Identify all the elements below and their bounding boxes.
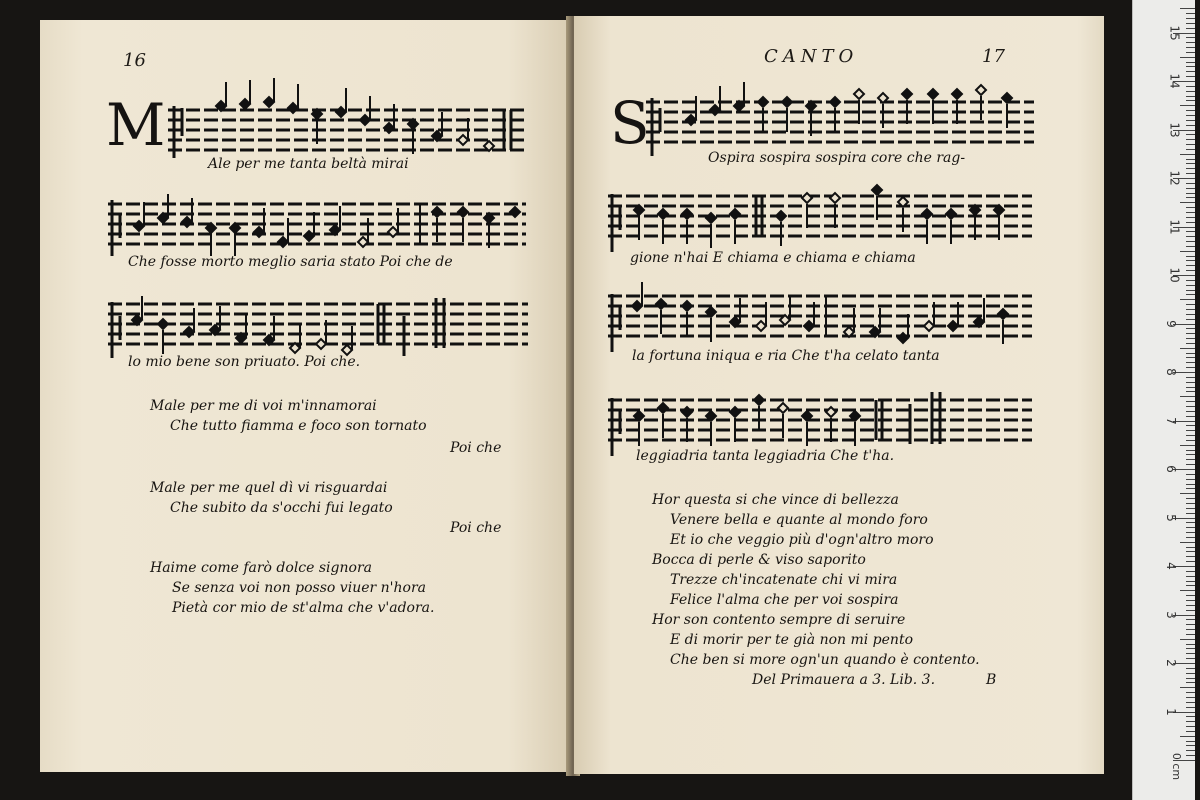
ruler-tick xyxy=(1180,396,1195,397)
ruler-tick xyxy=(1186,241,1195,242)
ruler-tick xyxy=(1186,246,1195,247)
verse-line: Trezze ch'incatenate chi vi mira xyxy=(670,572,898,588)
page-number-right: 17 xyxy=(982,46,1005,67)
ruler-unit-label: 0 cm xyxy=(1170,752,1184,781)
ruler-tick xyxy=(1180,736,1195,737)
ruler-tick xyxy=(1186,585,1195,586)
ruler-tick xyxy=(1186,280,1195,281)
signature-mark: B xyxy=(986,672,997,688)
ruler-tick xyxy=(1186,479,1195,480)
ruler-tick xyxy=(1186,120,1195,121)
lyric-line: la fortuna iniqua e ria Che t'ha celato tanta xyxy=(632,348,940,364)
ruler-tick xyxy=(1186,561,1195,562)
ruler-tick xyxy=(1186,648,1195,649)
ruler-tick xyxy=(1186,430,1195,431)
dropcap-right: S xyxy=(610,89,650,157)
ruler-tick xyxy=(1186,139,1195,140)
ruler-tick xyxy=(1186,435,1195,436)
ruler-tick xyxy=(1186,212,1195,213)
ruler-tick xyxy=(1186,416,1195,417)
ruler-tick xyxy=(1186,100,1195,101)
ruler-tick xyxy=(1180,445,1195,446)
ruler-tick xyxy=(1186,576,1195,577)
ruler-tick xyxy=(1186,406,1195,407)
ruler-tick xyxy=(1186,391,1195,392)
ruler-tick xyxy=(1186,328,1195,329)
ruler-tick xyxy=(1186,86,1195,87)
ruler-tick xyxy=(1186,600,1195,601)
verse-line: Bocca di perle & viso saporito xyxy=(652,552,866,568)
verse-line: Felice l'alma che per voi sospira xyxy=(670,592,899,608)
lyric-line: lo mio bene son priuato. Poi che. xyxy=(128,354,361,370)
ruler-number: 10 xyxy=(1167,267,1182,283)
c-clef-icon xyxy=(112,200,120,256)
ruler-tick xyxy=(1186,125,1195,126)
ruler-tick xyxy=(1186,304,1195,305)
ruler-tick xyxy=(1186,76,1195,77)
ruler-tick xyxy=(1186,508,1195,509)
ruler-tick xyxy=(1186,343,1195,344)
ruler-tick xyxy=(1186,23,1195,24)
ruler-tick xyxy=(1186,513,1195,514)
ruler-tick xyxy=(1186,401,1195,402)
ruler-tick xyxy=(1180,687,1195,688)
ruler-tick xyxy=(1180,590,1195,591)
verse-line: Se senza voi non posso viuer n'hora xyxy=(172,580,426,596)
ruler-tick xyxy=(1186,115,1195,116)
left-page xyxy=(40,20,572,772)
ruler-tick xyxy=(1186,66,1195,67)
ruler-tick xyxy=(1186,678,1195,679)
ruler-tick xyxy=(1186,96,1195,97)
ruler-tick xyxy=(1186,474,1195,475)
ruler-tick xyxy=(1186,197,1195,198)
ruler-tick xyxy=(1186,353,1195,354)
ruler-tick xyxy=(1186,498,1195,499)
ruler-tick xyxy=(1186,721,1195,722)
ruler-tick xyxy=(1186,110,1195,111)
ruler-tick xyxy=(1186,440,1195,441)
ruler-tick xyxy=(1180,348,1195,349)
ruler-tick xyxy=(1186,537,1195,538)
ruler-tick xyxy=(1186,697,1195,698)
ruler-tick xyxy=(1186,610,1195,611)
ruler-tick xyxy=(1186,52,1195,53)
ruler-tick xyxy=(1186,454,1195,455)
ruler-tick xyxy=(1180,8,1195,9)
ruler-tick xyxy=(1186,619,1195,620)
ruler-tick xyxy=(1186,134,1195,135)
music-staff-right-3 xyxy=(608,266,1034,358)
ruler-tick xyxy=(1186,605,1195,606)
verse-line: Male per me quel dì vi risguardai xyxy=(150,480,388,496)
ruler-tick xyxy=(1186,653,1195,654)
ruler-tick xyxy=(1186,28,1195,29)
ruler-tick xyxy=(1186,149,1195,150)
ruler-tick xyxy=(1186,503,1195,504)
verse-line: E di morir per te già non mi pento xyxy=(670,632,913,648)
ruler-tick xyxy=(1186,159,1195,160)
ruler-tick xyxy=(1186,231,1195,232)
c-clef-icon xyxy=(612,294,620,352)
ruler-tick xyxy=(1186,37,1195,38)
ruler-tick xyxy=(1186,319,1195,320)
ruler-tick xyxy=(1180,105,1195,106)
ruler-tick xyxy=(1186,682,1195,683)
ruler-tick xyxy=(1186,692,1195,693)
ruler-tick xyxy=(1186,314,1195,315)
ruler-number: 7 xyxy=(1163,416,1178,425)
ruler-tick xyxy=(1186,551,1195,552)
ruler-tick xyxy=(1180,542,1195,543)
ruler-tick xyxy=(1186,595,1195,596)
ruler-tick xyxy=(1186,193,1195,194)
music-staff-right-4 xyxy=(608,372,1034,458)
ruler-tick xyxy=(1186,702,1195,703)
attribution: Del Primauera a 3. Lib. 3. xyxy=(752,672,936,688)
ruler-tick xyxy=(1186,183,1195,184)
ruler-tick xyxy=(1180,57,1195,58)
ruler-tick xyxy=(1186,188,1195,189)
ruler-tick xyxy=(1186,755,1195,756)
lyric-line: Ospira sospira sospira core che rag- xyxy=(708,150,966,166)
c-clef-icon xyxy=(612,194,620,252)
verse-line: Che ben si more ogn'un quando è contento. xyxy=(670,652,980,668)
ruler-tick xyxy=(1186,634,1195,635)
music-staff-left-1 xyxy=(168,78,528,158)
ruler-tick xyxy=(1186,217,1195,218)
ruler-tick xyxy=(1186,726,1195,727)
refrain-cue: Poi che xyxy=(450,440,502,456)
verse-line: Hor questa si che vince di bellezza xyxy=(652,492,899,508)
ruler-tick xyxy=(1186,644,1195,645)
ruler-number: 12 xyxy=(1167,170,1182,186)
ruler-tick xyxy=(1186,236,1195,237)
ruler-tick xyxy=(1186,716,1195,717)
ruler-tick xyxy=(1180,202,1195,203)
lyric-line: Che fosse morto meglio saria stato Poi che de xyxy=(128,254,453,270)
right-page xyxy=(574,16,1104,774)
ruler-tick xyxy=(1186,367,1195,368)
ruler-tick xyxy=(1186,42,1195,43)
verse-line: Et io che veggio più d'ogn'altro moro xyxy=(670,532,934,548)
ruler-tick xyxy=(1186,459,1195,460)
ruler-tick xyxy=(1186,411,1195,412)
verse-line: Pietà cor mio de st'alma che v'adora. xyxy=(172,600,435,616)
ruler-tick xyxy=(1186,260,1195,261)
ruler-tick xyxy=(1186,173,1195,174)
verse-line: Male per me di voi m'innamorai xyxy=(150,398,377,414)
ruler-tick xyxy=(1186,168,1195,169)
ruler-tick xyxy=(1186,581,1195,582)
ruler-tick xyxy=(1186,741,1195,742)
ruler-tick xyxy=(1186,163,1195,164)
ruler-tick xyxy=(1186,265,1195,266)
ruler-tick xyxy=(1186,527,1195,528)
lyric-line: gione n'hai E chiama e chiama e chiama xyxy=(630,250,916,266)
ruler-tick xyxy=(1186,484,1195,485)
ruler-tick xyxy=(1186,71,1195,72)
ruler-tick xyxy=(1186,731,1195,732)
ruler-number: 6 xyxy=(1163,465,1178,473)
ruler-tick xyxy=(1186,745,1195,746)
ruler-tick xyxy=(1180,639,1195,640)
ruler-tick xyxy=(1186,425,1195,426)
ruler-tick xyxy=(1186,387,1195,388)
ruler-tick xyxy=(1186,290,1195,291)
ruler-number: 2 xyxy=(1163,659,1178,667)
dropcap-left: M xyxy=(106,91,166,159)
c-clef-icon xyxy=(612,398,620,456)
ruler-tick xyxy=(1186,547,1195,548)
ruler-tick xyxy=(1186,571,1195,572)
ruler-number: 14 xyxy=(1167,73,1182,89)
ruler-tick xyxy=(1186,624,1195,625)
music-staff-right-1 xyxy=(646,72,1038,156)
ruler-number: 9 xyxy=(1163,319,1178,328)
ruler-tick xyxy=(1186,285,1195,286)
verse-line: Che subito da s'occhi fui legato xyxy=(170,500,393,516)
lyric-line: leggiadria tanta leggiadria Che t'ha. xyxy=(636,448,895,464)
ruler-tick xyxy=(1186,47,1195,48)
ruler-tick xyxy=(1186,673,1195,674)
ruler-number: 5 xyxy=(1163,513,1178,522)
verse-line: Che tutto fiamma e foco son tornato xyxy=(170,418,427,434)
ruler-tick xyxy=(1186,357,1195,358)
lyric-line: Ale per me tanta beltà mirai xyxy=(208,156,409,172)
ruler-tick xyxy=(1186,222,1195,223)
ruler-tick xyxy=(1180,154,1195,155)
ruler-tick xyxy=(1186,309,1195,310)
music-staff-left-3 xyxy=(108,276,532,360)
ruler-tick xyxy=(1186,488,1195,489)
ruler-number: 3 xyxy=(1163,610,1178,619)
ruler-tick xyxy=(1186,333,1195,334)
ruler-tick xyxy=(1186,464,1195,465)
page-number-left: 16 xyxy=(123,50,146,71)
ruler-tick xyxy=(1186,750,1195,751)
refrain-cue: Poi che xyxy=(450,520,502,536)
ruler-tick xyxy=(1186,256,1195,257)
notes xyxy=(216,78,494,154)
ruler-number: 11 xyxy=(1167,218,1182,235)
ruler-tick xyxy=(1186,668,1195,669)
verse-line: Hor son contento sempre di seruire xyxy=(652,612,906,628)
c-clef-icon xyxy=(112,302,120,358)
ruler-tick xyxy=(1186,377,1195,378)
ruler-tick xyxy=(1180,299,1195,300)
c-clef-icon xyxy=(652,98,660,156)
ruler-tick xyxy=(1186,144,1195,145)
ruler-tick xyxy=(1180,251,1195,252)
ruler-number: 1 xyxy=(1163,707,1178,716)
ruler-tick xyxy=(1186,270,1195,271)
ruler-tick xyxy=(1186,362,1195,363)
ruler-tick xyxy=(1186,91,1195,92)
ruler-tick xyxy=(1186,18,1195,19)
verse-line: Haime come farò dolce signora xyxy=(150,560,372,576)
ruler-number: 15 xyxy=(1167,24,1182,41)
music-staff-left-2 xyxy=(108,172,528,262)
ruler-tick xyxy=(1180,493,1195,494)
ruler-number: 13 xyxy=(1167,121,1182,138)
ruler-tick xyxy=(1186,522,1195,523)
ruler-tick xyxy=(1186,629,1195,630)
ruler-tick xyxy=(1186,207,1195,208)
ruler-tick xyxy=(1186,450,1195,451)
ruler-tick xyxy=(1186,556,1195,557)
ruler-tick xyxy=(1186,13,1195,14)
part-header: CANTO xyxy=(764,46,859,67)
ruler-number: 8 xyxy=(1163,368,1178,376)
ruler-tick xyxy=(1186,532,1195,533)
ruler-tick xyxy=(1186,294,1195,295)
scale-ruler xyxy=(1132,0,1195,800)
music-staff-right-2 xyxy=(608,166,1034,258)
ruler-tick xyxy=(1186,62,1195,63)
ruler-tick xyxy=(1186,338,1195,339)
verse-line: Venere bella e quante al mondo foro xyxy=(670,512,928,528)
ruler-number: 4 xyxy=(1163,562,1178,570)
ruler-tick xyxy=(1186,707,1195,708)
ruler-tick xyxy=(1186,658,1195,659)
ruler-tick xyxy=(1186,382,1195,383)
